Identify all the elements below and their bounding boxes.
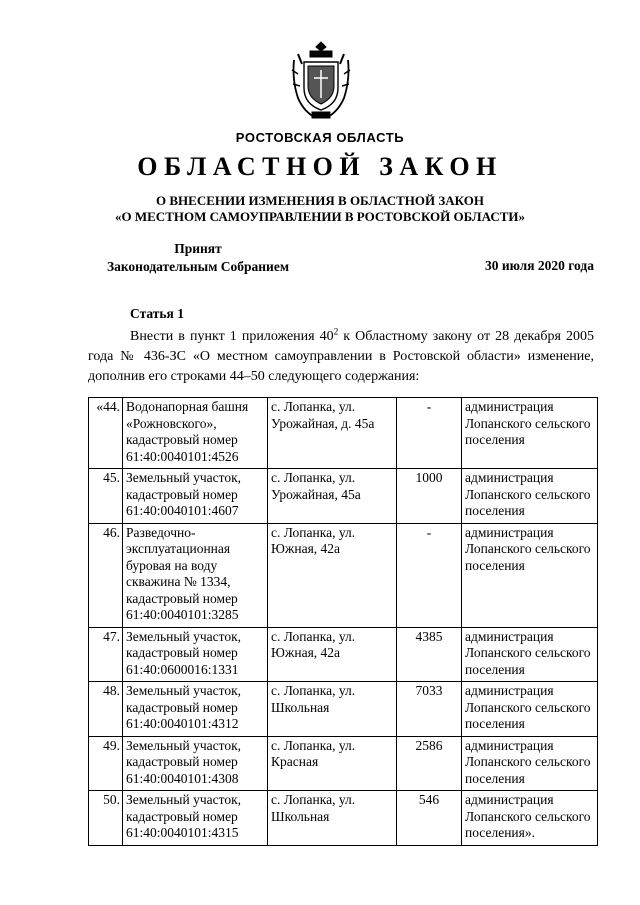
cell-address: с. Лопанка, ул. Урожайная, д. 45а: [268, 398, 397, 469]
cell-object: Земельный участок, кадастровый номер 61:40:0040101:4312: [123, 682, 268, 737]
table-row: [89, 682, 598, 737]
article-heading: Статья 1: [130, 306, 184, 321]
cell-num: 50.: [89, 791, 123, 846]
cell-object: Водонапорная башня «Рожновского», кадастровый номер 61:40:0040101:4526: [123, 398, 268, 469]
cell-owner: администрация Лопанского сельского поселения».: [462, 791, 598, 846]
cell-area: -: [397, 523, 462, 627]
cell-owner: администрация Лопанского сельского поселения: [462, 469, 598, 524]
coat-of-arms-icon: [290, 40, 352, 122]
table-row: [89, 627, 598, 682]
cell-area: 2586: [397, 736, 462, 791]
article-text: [88, 327, 594, 387]
table-row: [89, 791, 598, 846]
table-row: [89, 469, 598, 524]
cell-num: 49.: [89, 736, 123, 791]
article-superscript: 2: [333, 326, 339, 337]
adoption-date: 30 июля 2020 года: [485, 258, 594, 273]
cell-address: с. Лопанка, ул. Южная, 42а: [268, 627, 397, 682]
cell-address: с. Лопанка, ул. Школьная: [268, 682, 397, 737]
cell-owner: администрация Лопанского сельского поселения: [462, 682, 598, 737]
cell-owner: администрация Лопанского сельского поселения: [462, 523, 598, 627]
article-text-end: к Областному закону от 28 декабря 2005 года № 436-ЗС «О местном самоуправлении в Ростовской области» изменение, дополнив его строками 44–50 следующего содержания:: [88, 329, 594, 384]
cell-area: 7033: [397, 682, 462, 737]
cell-owner: администрация Лопанского сельского поселения: [462, 398, 598, 469]
law-title-line-2: «О МЕСТНОМ САМОУПРАВЛЕНИИ В РОСТОВСКОЙ ОБЛАСТИ»: [115, 209, 525, 224]
cell-area: 1000: [397, 469, 462, 524]
cell-num: «44.: [89, 398, 123, 469]
cell-num: 46.: [89, 523, 123, 627]
adopted-by: Законодательным Собранием: [106, 259, 290, 274]
adopted-label: Принят: [174, 241, 222, 256]
cell-object: Земельный участок, кадастровый номер 61:40:0040101:4607: [123, 469, 268, 524]
cell-num: 48.: [89, 682, 123, 737]
cell-address: с. Лопанка, ул. Урожайная, 45а: [268, 469, 397, 524]
document-type: ОБЛАСТНОЙ ЗАКОН: [137, 152, 503, 181]
cell-object: Земельный участок, кадастровый номер 61:40:0600016:1331: [123, 627, 268, 682]
cell-object: Разведочно-эксплуатационная буровая на воду скважина № 1334, кадастровый номер 61:40:0040101:3285: [123, 523, 268, 627]
cell-address: с. Лопанка, ул. Южная, 42а: [268, 523, 397, 627]
cell-address: с. Лопанка, ул. Школьная: [268, 791, 397, 846]
cell-owner: администрация Лопанского сельского поселения: [462, 627, 598, 682]
cell-num: 47.: [89, 627, 123, 682]
table-row: [89, 523, 598, 627]
cell-area: 4385: [397, 627, 462, 682]
objects-table: [88, 397, 598, 846]
cell-area: -: [397, 398, 462, 469]
adoption-block: [88, 240, 308, 276]
article-text-start: Внести в пункт 1 приложения 40: [130, 329, 334, 344]
cell-address: с. Лопанка, ул. Красная: [268, 736, 397, 791]
cell-owner: администрация Лопанского сельского поселения: [462, 736, 598, 791]
cell-object: Земельный участок, кадастровый номер 61:40:0040101:4308: [123, 736, 268, 791]
cell-area: 546: [397, 791, 462, 846]
region-name: РОСТОВСКАЯ ОБЛАСТЬ: [235, 130, 405, 145]
table-row: [89, 398, 598, 469]
law-title: [0, 193, 640, 225]
law-title-line-1: О ВНЕСЕНИИ ИЗМЕНЕНИЯ В ОБЛАСТНОЙ ЗАКОН: [156, 193, 484, 208]
table-row: [89, 736, 598, 791]
cell-object: Земельный участок, кадастровый номер 61:40:0040101:4315: [123, 791, 268, 846]
cell-num: 45.: [89, 469, 123, 524]
